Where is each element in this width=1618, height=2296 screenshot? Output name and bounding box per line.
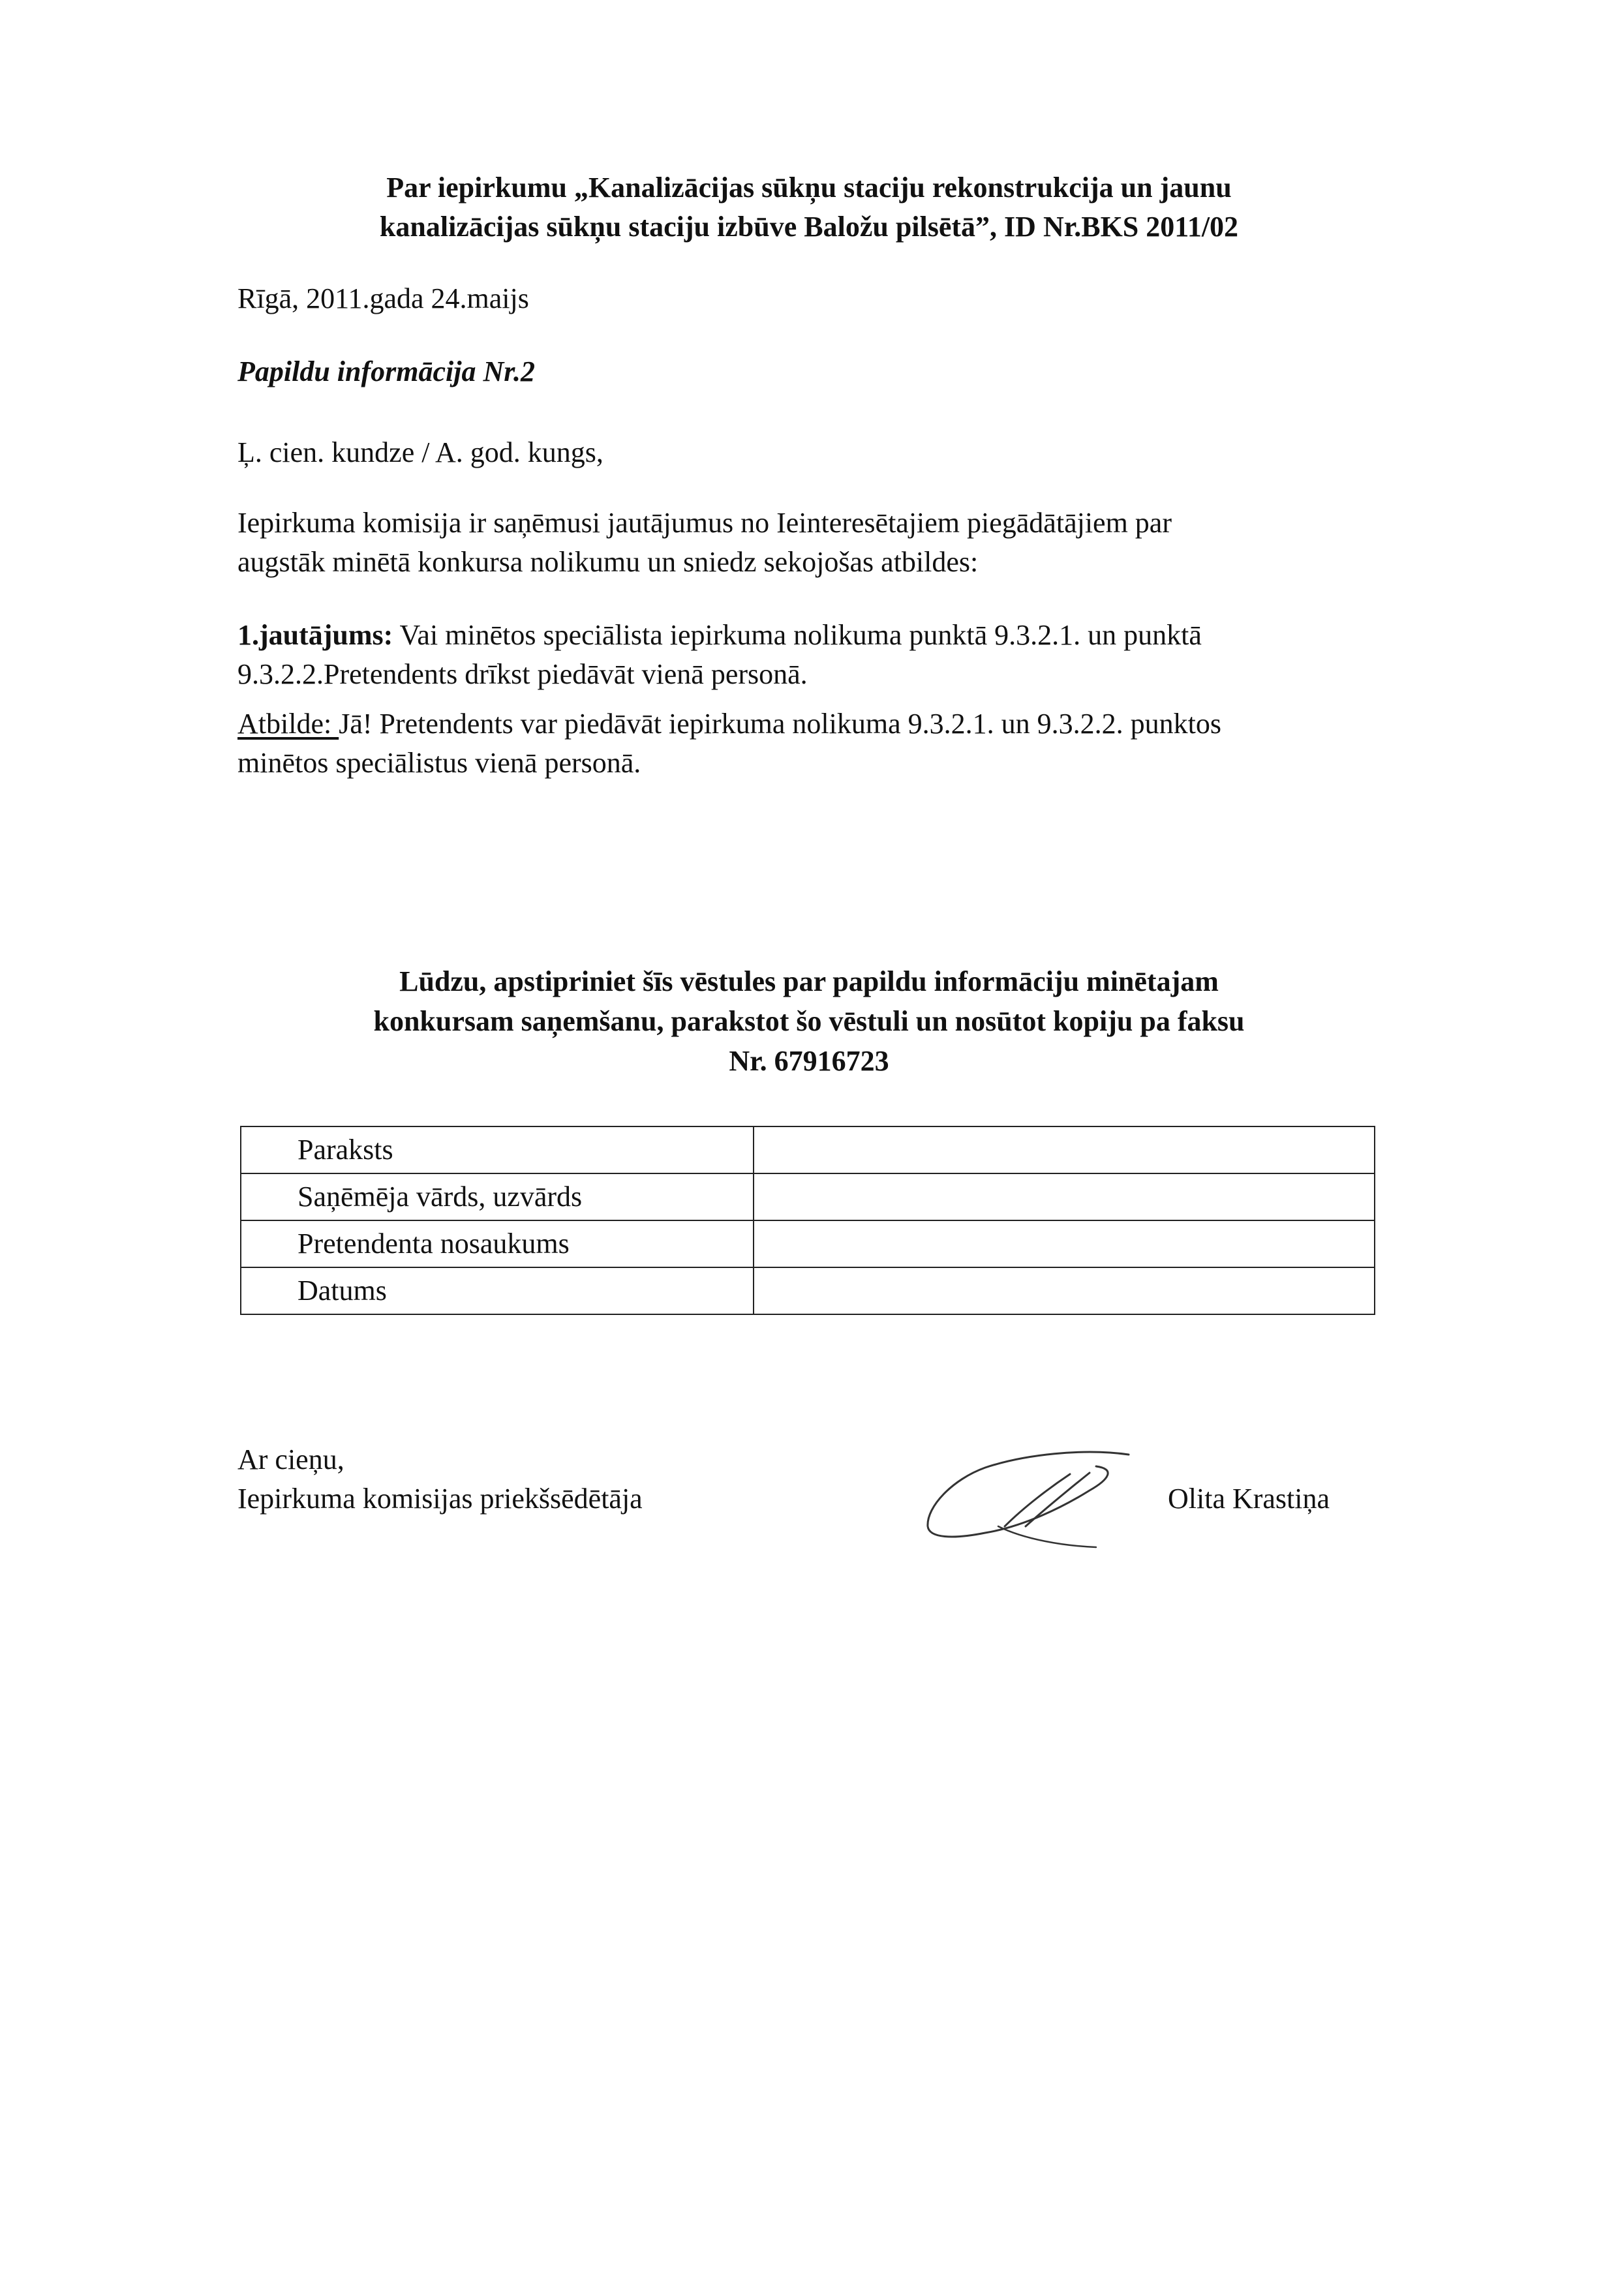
salutation: Ļ. cien. kundze / A. god. kungs, (237, 436, 603, 468)
question-line-1: Vai minētos speciālista iepirkuma nolikuma punktā 9.3.2.1. un punktā (393, 619, 1202, 651)
table-row (241, 1126, 1375, 1173)
table-row (241, 1220, 1375, 1267)
answer-label: Atbilde: (237, 708, 339, 740)
row-label-tenderer-name: Pretendenta nosaukums (241, 1220, 754, 1267)
intro-paragraph (237, 504, 1392, 582)
tenderer-name-field[interactable] (754, 1220, 1375, 1267)
row-label-signature: Paraksts (241, 1126, 754, 1173)
closing-block (237, 1440, 643, 1518)
date-field[interactable] (754, 1267, 1375, 1314)
title-line-2: kanalizācijas sūkņu staciju izbūve Baložu pilsētā”, ID Nr.BKS 2011/02 (379, 211, 1239, 243)
table-row (241, 1267, 1375, 1314)
notice-line-2: konkursam saņemšanu, parakstot šo vēstuli un nosūtot kopiju pa faksu (373, 1005, 1245, 1037)
row-label-date: Datums (241, 1267, 754, 1314)
intro-line-1: Iepirkuma komisija ir saņēmusi jautājumus no Ieinteresētajiem piegādātājiem par (237, 507, 1172, 539)
closing-position: Iepirkuma komisijas priekšsēdētāja (237, 1483, 643, 1515)
table-row (241, 1173, 1375, 1220)
closing-regards: Ar cieņu, (237, 1443, 344, 1475)
answer-line-2: minētos speciālistus vienā personā. (237, 747, 641, 779)
info-title: Papildu informācija Nr.2 (237, 355, 535, 387)
question-line-2: 9.3.2.2.Pretendents drīkst piedāvāt vienā personā. (237, 658, 808, 690)
signatory-name: Olita Krastiņa (1168, 1483, 1330, 1515)
recipient-name-field[interactable] (754, 1173, 1375, 1220)
confirmation-notice (196, 961, 1422, 1081)
handwritten-signature (913, 1428, 1148, 1559)
answer-line-1: Jā! Pretendents var piedāvāt iepirkuma nolikuma 9.3.2.1. un 9.3.2.2. punktos (339, 708, 1221, 740)
notice-line-3: Nr. 67916723 (729, 1045, 889, 1077)
question-paragraph (237, 616, 1392, 694)
document-title (196, 168, 1422, 247)
place-date: Rīgā, 2011.gada 24.maijs (237, 282, 529, 314)
intro-line-2: augstāk minētā konkursa nolikumu un sniedz sekojošas atbildes: (237, 546, 979, 578)
notice-line-1: Lūdzu, apstipriniet šīs vēstules par papildu informāciju minētajam (399, 965, 1219, 997)
answer-paragraph (237, 704, 1392, 783)
confirmation-table (240, 1126, 1375, 1315)
title-line-1: Par iepirkumu „Kanalizācijas sūkņu staciju rekonstrukcija un jaunu (386, 172, 1232, 204)
row-label-recipient-name: Saņēmēja vārds, uzvārds (241, 1173, 754, 1220)
signature-field[interactable] (754, 1126, 1375, 1173)
question-label: 1.jautājums: (237, 619, 393, 651)
